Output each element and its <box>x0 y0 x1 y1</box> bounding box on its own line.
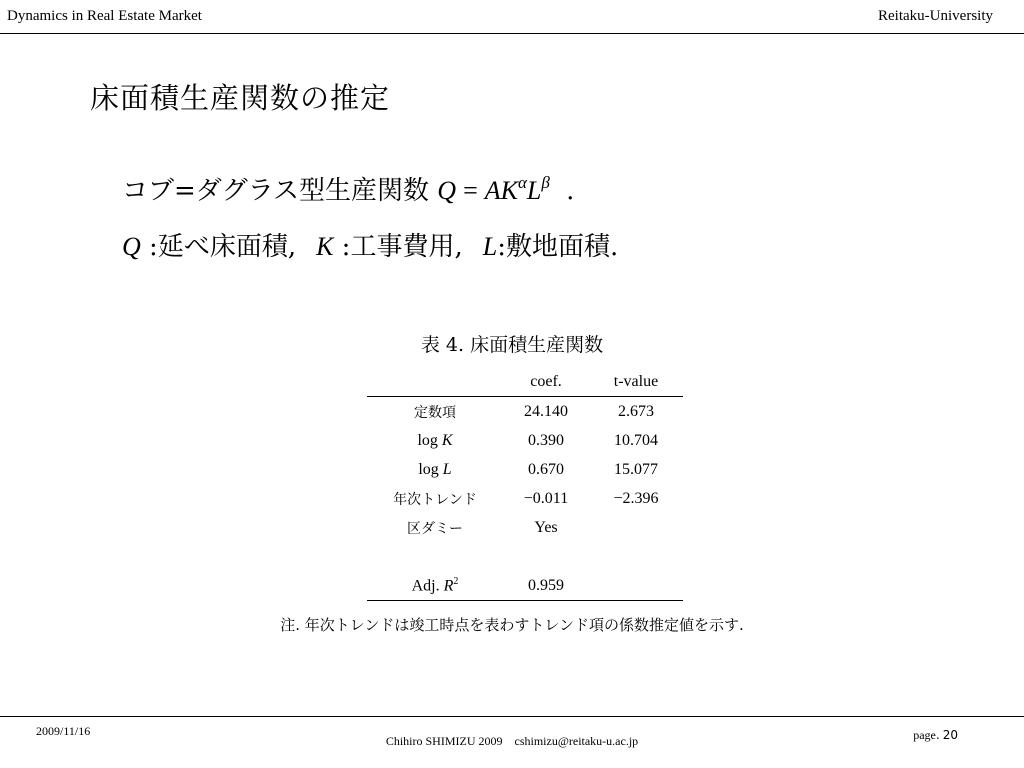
row-tvalue: −2.396 <box>613 489 659 507</box>
slide-title: 床面積生産関数の推定 <box>90 81 391 115</box>
footer-date: 2009/11/16 <box>36 724 91 738</box>
var-k: K <box>316 232 334 261</box>
row-tvalue: 10.704 <box>614 431 658 449</box>
header-coef: coef. <box>503 368 589 397</box>
row-label: 定数項 <box>414 404 456 421</box>
regression-table <box>367 368 683 601</box>
header-rule <box>0 33 1024 34</box>
row-label: 区ダミー <box>407 520 463 537</box>
row-coef: 0.390 <box>528 431 564 449</box>
table-note: 注. 年次トレンドは竣工時点を表わすトレンド項の係数推定値を示す. <box>280 616 744 634</box>
row-coef: −0.011 <box>523 489 569 507</box>
row-label: log L <box>418 460 452 478</box>
row-tvalue: 15.077 <box>614 460 658 478</box>
table-spacer-row <box>367 542 683 571</box>
var-k-desc: 工事費用, <box>350 232 463 262</box>
row-coef: 0.670 <box>528 460 564 478</box>
footer-rule <box>0 716 1024 717</box>
header-tvalue: t-value <box>589 368 683 397</box>
formula-period: . <box>566 176 575 206</box>
formula-expression: $Q = AK^\alpha L^\beta$ <box>437 173 550 205</box>
table-row <box>367 484 683 513</box>
var-q-desc: 延べ床面積, <box>157 232 297 262</box>
row-label: 年次トレンド <box>393 491 477 508</box>
header-course-title: Dynamics in Real Estate Market <box>7 8 202 24</box>
row-tvalue <box>589 513 683 542</box>
row-coef: Yes <box>534 518 558 536</box>
page-number: 20 <box>942 728 958 742</box>
table-row-adj-r2 <box>367 571 683 601</box>
header-empty <box>367 368 503 397</box>
formula-production-function <box>122 170 574 207</box>
var-l: L <box>482 232 498 261</box>
adj-r2-empty <box>589 571 683 601</box>
row-coef: 24.140 <box>524 402 568 420</box>
table-caption: 表 4. 床面積生産関数 <box>420 334 604 356</box>
table-row <box>367 426 683 455</box>
var-l-desc: 敷地面積. <box>505 232 619 262</box>
table-header-row <box>367 368 683 397</box>
adj-r2-value: 0.959 <box>503 571 589 601</box>
formula-label: コブ=ダグラス型生産関数 <box>122 176 430 206</box>
table-row <box>367 513 683 542</box>
table-row <box>367 455 683 484</box>
row-label: log K <box>417 431 453 449</box>
table-row <box>367 397 683 427</box>
header-university: Reitaku-University <box>878 8 993 24</box>
footer-author: Chihiro SHIMIZU 2009 cshimizu@reitaku-u.ac.jp <box>385 734 639 748</box>
row-tvalue: 2.673 <box>618 402 654 420</box>
adj-r2-label: Adj. $R^2$ <box>367 571 503 601</box>
formula-variable-definitions: Q :延べ床面積, K :工事費用, L:敷地面積. <box>122 232 619 262</box>
footer-page: page. 20 <box>913 728 958 742</box>
var-q: Q <box>122 232 141 261</box>
